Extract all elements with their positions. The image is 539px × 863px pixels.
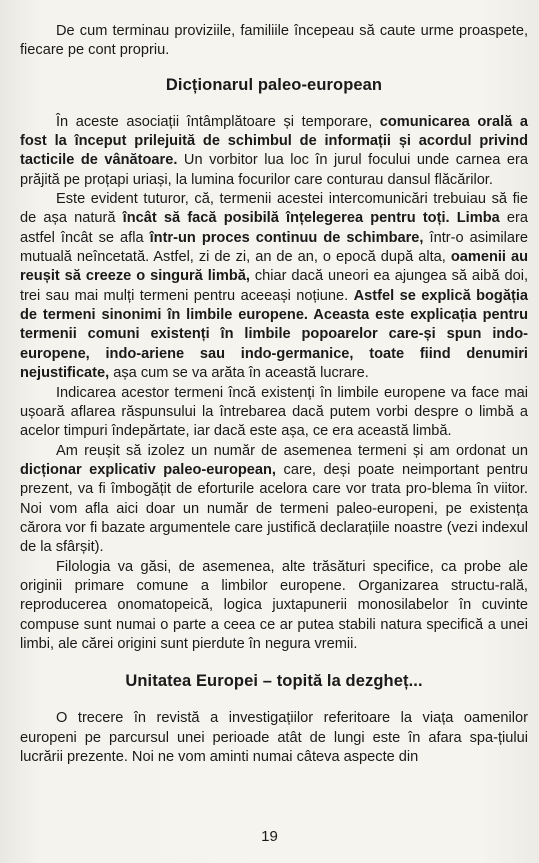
bold-text-run: Astfel se explică bogăția de termeni sinonimi în limbile europene. Aceasta este explicația pentru termenii comuni existenți în limbile popoarelor care-și spun indo-europene, indo-ariene sau indo-germanice, toate fiind denumiri nejustificate, bbox=[20, 287, 528, 382]
text-run: Un vorbitor lua loc în jurul focului unde carnea era prăjită pe proțapi uriași, la lumina focurilor care conturau dansul flăcărilor. bbox=[20, 152, 529, 188]
paragraph-4 bbox=[20, 442, 528, 558]
text-run: Este evident tuturor, că, termenii acestei intercomunicări trebuiau să fie de așa natură bbox=[20, 191, 528, 227]
text-run: într-o asimilare mutuală neîncetată. Astfel, zi de zi, an de an, o epocă după alta, bbox=[20, 229, 529, 266]
paragraph-5: Filologia va găsi, de asemenea, alte trăsături specifice, ca probe ale originii primare comune a limbilor europene. Organizarea structu-rală, reproducerea onomatopeică, logica juxtapunerii monosilabelor în cuvinte compuse sunt numai o parte a ceea ce ar putea stabili natura specifică a unei limbi, ale cărei origini sunt pierdute în negura vremii. bbox=[20, 558, 528, 652]
text-run: chiar dacă uneori ea ajungea să aibă doi, trei sau mai mulți termeni pentru aceeași noțiune. bbox=[20, 268, 528, 304]
bold-text-run: încât să facă posibilă înțelegerea pentru toți. Limba bbox=[122, 210, 500, 227]
text-run: era astfel încât se afla bbox=[20, 210, 529, 246]
paragraph-2 bbox=[20, 190, 528, 383]
text-run: În aceste asociații întâmplătoare și temporare, bbox=[56, 113, 380, 130]
page-body bbox=[20, 22, 528, 767]
paragraph-6: O trecere în revistă a investigațiilor referitoare la viața oamenilor europeni pe parcursul unei perioade atât de lungi este în afara spa-țiului lucrării prezente. Noi ne vom aminti numai câteva aspecte din bbox=[20, 710, 528, 765]
page-number: 19 bbox=[261, 828, 278, 845]
paragraph-1 bbox=[20, 113, 528, 190]
text-run: care, deși poate neimportant pentru prezent, va fi îmbogățit de eforturile acelora care vor trata pro-blema în viitor. Noi vom afla aici doar un număr de termeni paleo-europeni, pe existența cărora vor fi bazate argumentele care justifică declarațiile noastre (vezi indexul de la sfârșit). bbox=[20, 461, 528, 556]
bold-text-run: comunicarea orală a fost la început prilejuită de schimbul de informații și acordul privind tacticile de vânătoare. bbox=[20, 113, 528, 169]
section-heading-europe-unity: Unitatea Europei – topită la dezgheț... bbox=[125, 672, 423, 691]
bold-text-run: dicționar explicativ paleo-european, bbox=[20, 461, 276, 478]
text-run: așa cum se va arăta în această lucrare. bbox=[109, 365, 369, 382]
intro-paragraph: De cum terminau proviziile, familiile începeau să caute urme proaspete, fiecare pe cont propriu. bbox=[20, 23, 528, 59]
section-heading-dictionary: Dicționarul paleo-european bbox=[165, 75, 383, 94]
bold-text-run: oamenii au reușit să creeze o singură limbă, bbox=[20, 249, 528, 285]
paragraph-3: Indicarea acestor termeni încă existenți în limbile europene va face mai ușoară aflarea răspunsului la întrebarea dacă putem vorbi despre o limbă a acelor timpuri îndepărtate, iar dacă este așa, ce era această limbă. bbox=[20, 384, 528, 440]
text-run: Am reușit să izolez un număr de asemenea termeni și am ordonat un bbox=[56, 442, 528, 459]
bold-text-run: într-un proces continuu de schimbare, bbox=[149, 229, 424, 246]
